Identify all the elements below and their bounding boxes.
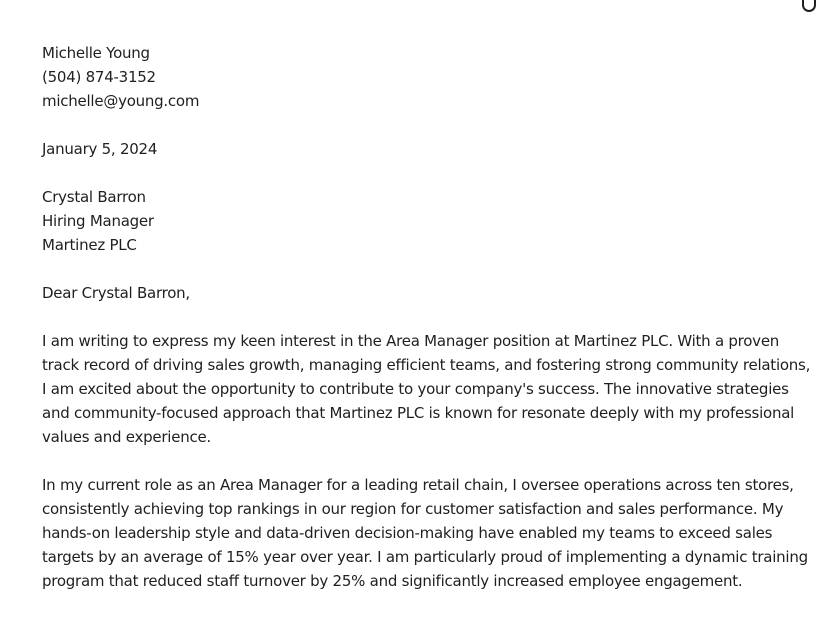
body-paragraph-1: I am writing to express my keen interest in the Area Manager position at Martinez PLC. With a proven track record of driving sales growth, managing efficient teams, and fostering strong community relations, I am excited about the opportunity to contribute to your company's success. The innovative strategies and community-focused approach that Martinez PLC is known for resonate deeply with my professional values and experience. [42, 332, 811, 446]
sender-block [42, 41, 812, 113]
recipient-title: Hiring Manager [42, 212, 154, 230]
recipient-block [42, 185, 812, 257]
body-paragraph-2: In my current role as an Area Manager for a leading retail chain, I oversee operations across ten stores, consistently achieving top rankings in our region for customer satisfaction and sales performance. My hands-on leadership style and data-driven decision-making have enabled my teams to exceed sales targets by an average of 15% year over year. I am particularly proud of implementing a dynamic training program that reduced staff turnover by 25% and significantly increased employee engagement. [42, 476, 808, 590]
partial-glyph-icon [802, 0, 816, 12]
sender-name: Michelle Young [42, 44, 150, 62]
cover-letter [42, 41, 812, 617]
sender-email: michelle@young.com [42, 92, 200, 110]
recipient-name: Crystal Barron [42, 188, 146, 206]
sender-phone: (504) 874-3152 [42, 68, 156, 86]
date-block [42, 137, 812, 161]
recipient-company: Martinez PLC [42, 236, 137, 254]
salutation: Dear Crystal Barron, [42, 284, 190, 302]
salutation-block [42, 281, 812, 305]
letter-date: January 5, 2024 [42, 140, 158, 158]
